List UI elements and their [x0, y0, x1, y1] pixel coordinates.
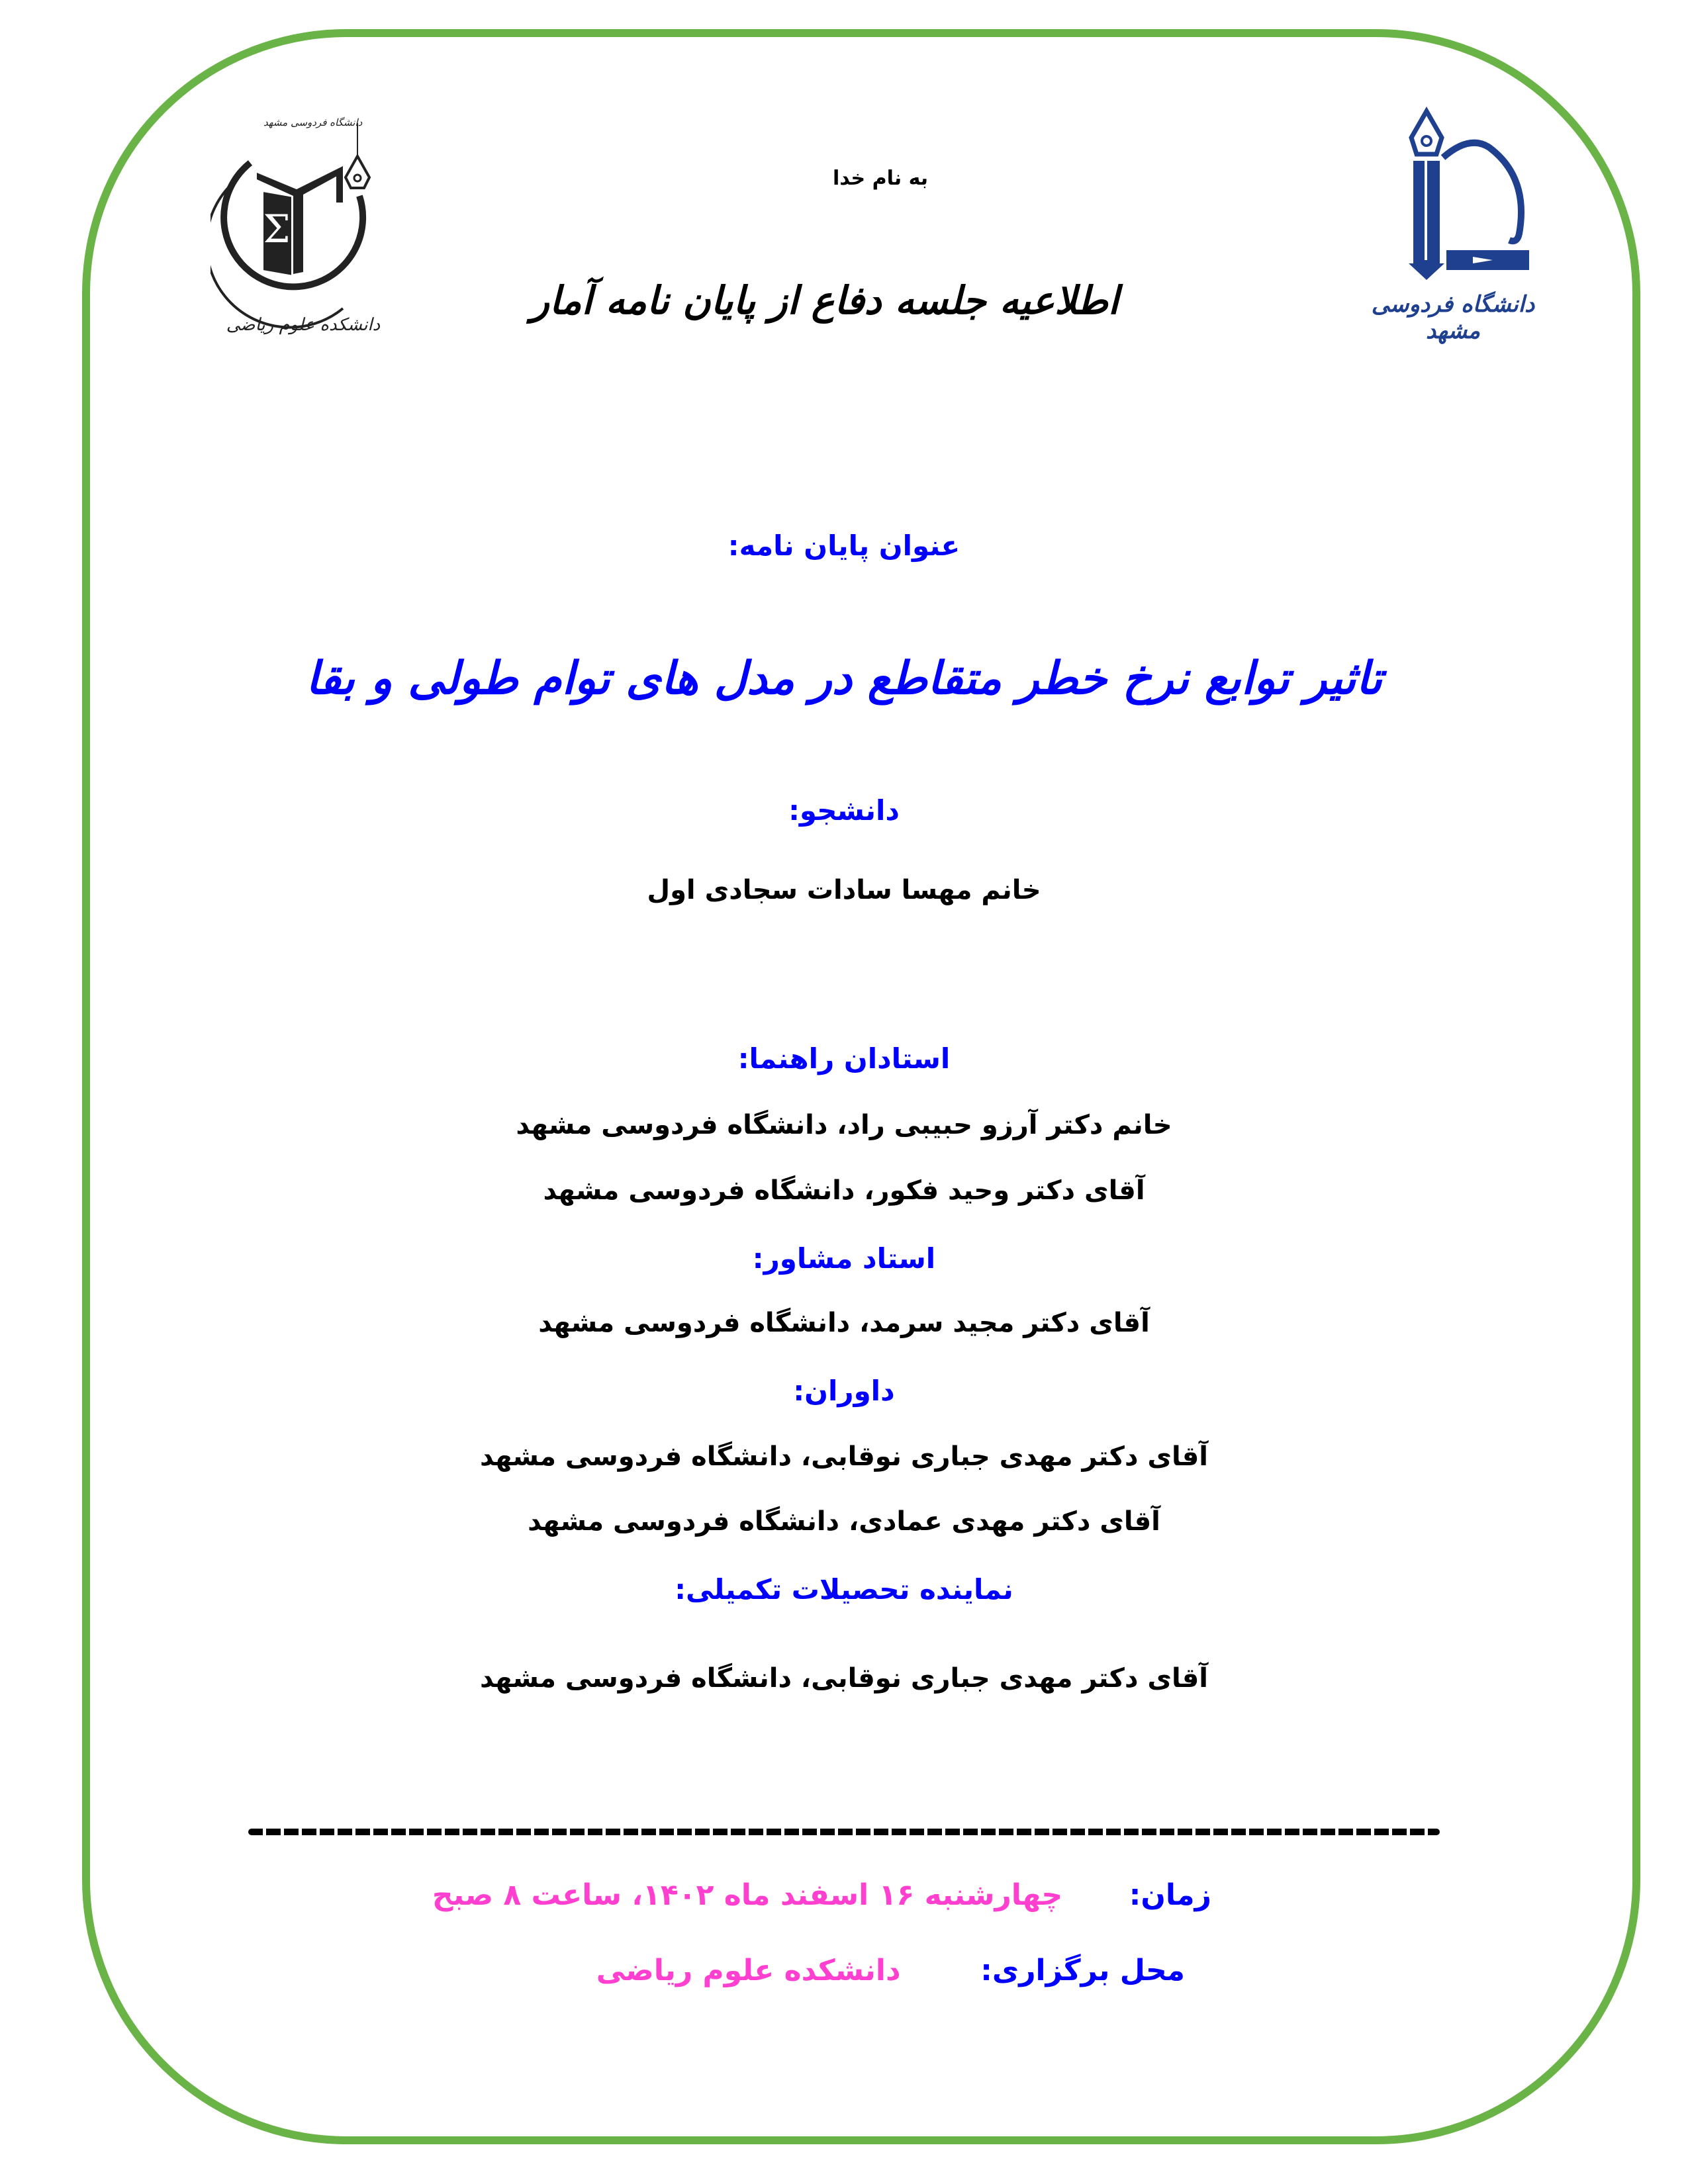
pen-dome-icon — [1350, 98, 1549, 296]
bismillah: به نام خدا — [832, 167, 929, 190]
time-value: چهارشنبه ۱۶ اسفند ماه ۱۴۰۲، ساعت ۸ صبح — [432, 1878, 1063, 1912]
venue-label: محل برگزاری: — [980, 1954, 1185, 1987]
supervisor-item: خانم دکتر آرزو حبیبی راد، دانشگاه فردوسی مشهد — [516, 1110, 1172, 1140]
supervisors-heading: استادان راهنما: — [737, 1042, 951, 1075]
grad-rep-heading: نماینده تحصیلات تکمیلی: — [675, 1573, 1013, 1606]
referee-item: آقای دکتر مهدی جباری نوقابی، دانشگاه فردوسی مشهد — [480, 1441, 1208, 1472]
student-name: خانم مهسا سادات سجادی اول — [647, 875, 1041, 905]
supervisor-item: آقای دکتر وحید فکور، دانشگاه فردوسی مشهد — [543, 1175, 1145, 1206]
svg-text:Σ: Σ — [263, 206, 291, 251]
faculty-logo-caption: دانشکده علوم ریاضی — [226, 315, 381, 335]
faculty-logo-arc-text: دانشگاه فردوسی مشهد — [263, 116, 363, 128]
ferdowsi-logo-caption: دانشگاه فردوسی مشهد — [1371, 291, 1535, 344]
thesis-title: تاثیر توابع نرخ خطر متقاطع در مدل های توام طولی و بقا — [305, 652, 1383, 705]
dashed-separator — [248, 1829, 1440, 1835]
faculty-logo — [211, 116, 389, 348]
time-row — [432, 1878, 1211, 1912]
ferdowsi-university-logo — [1350, 98, 1549, 344]
student-heading: دانشجو: — [788, 794, 900, 827]
book-sigma-icon — [211, 116, 389, 348]
venue-value: دانشکده علوم ریاضی — [596, 1954, 901, 1987]
referee-item: آقای دکتر مهدی عمادی، دانشگاه فردوسی مشهد — [528, 1506, 1160, 1537]
grad-rep-item: آقای دکتر مهدی جباری نوقابی، دانشگاه فردوسی مشهد — [480, 1663, 1208, 1694]
advisor-heading: استاد مشاور: — [752, 1242, 936, 1275]
thesis-heading: عنوان پایان نامه: — [727, 529, 961, 562]
venue-row — [596, 1954, 1185, 1987]
advisor-item: آقای دکتر مجید سرمد، دانشگاه فردوسی مشهد — [538, 1308, 1150, 1338]
announcement-title: اطلاعیه جلسه دفاع از پایان نامه آمار — [530, 278, 1119, 323]
time-label: زمان: — [1129, 1878, 1211, 1912]
referees-heading: داوران: — [793, 1375, 895, 1407]
